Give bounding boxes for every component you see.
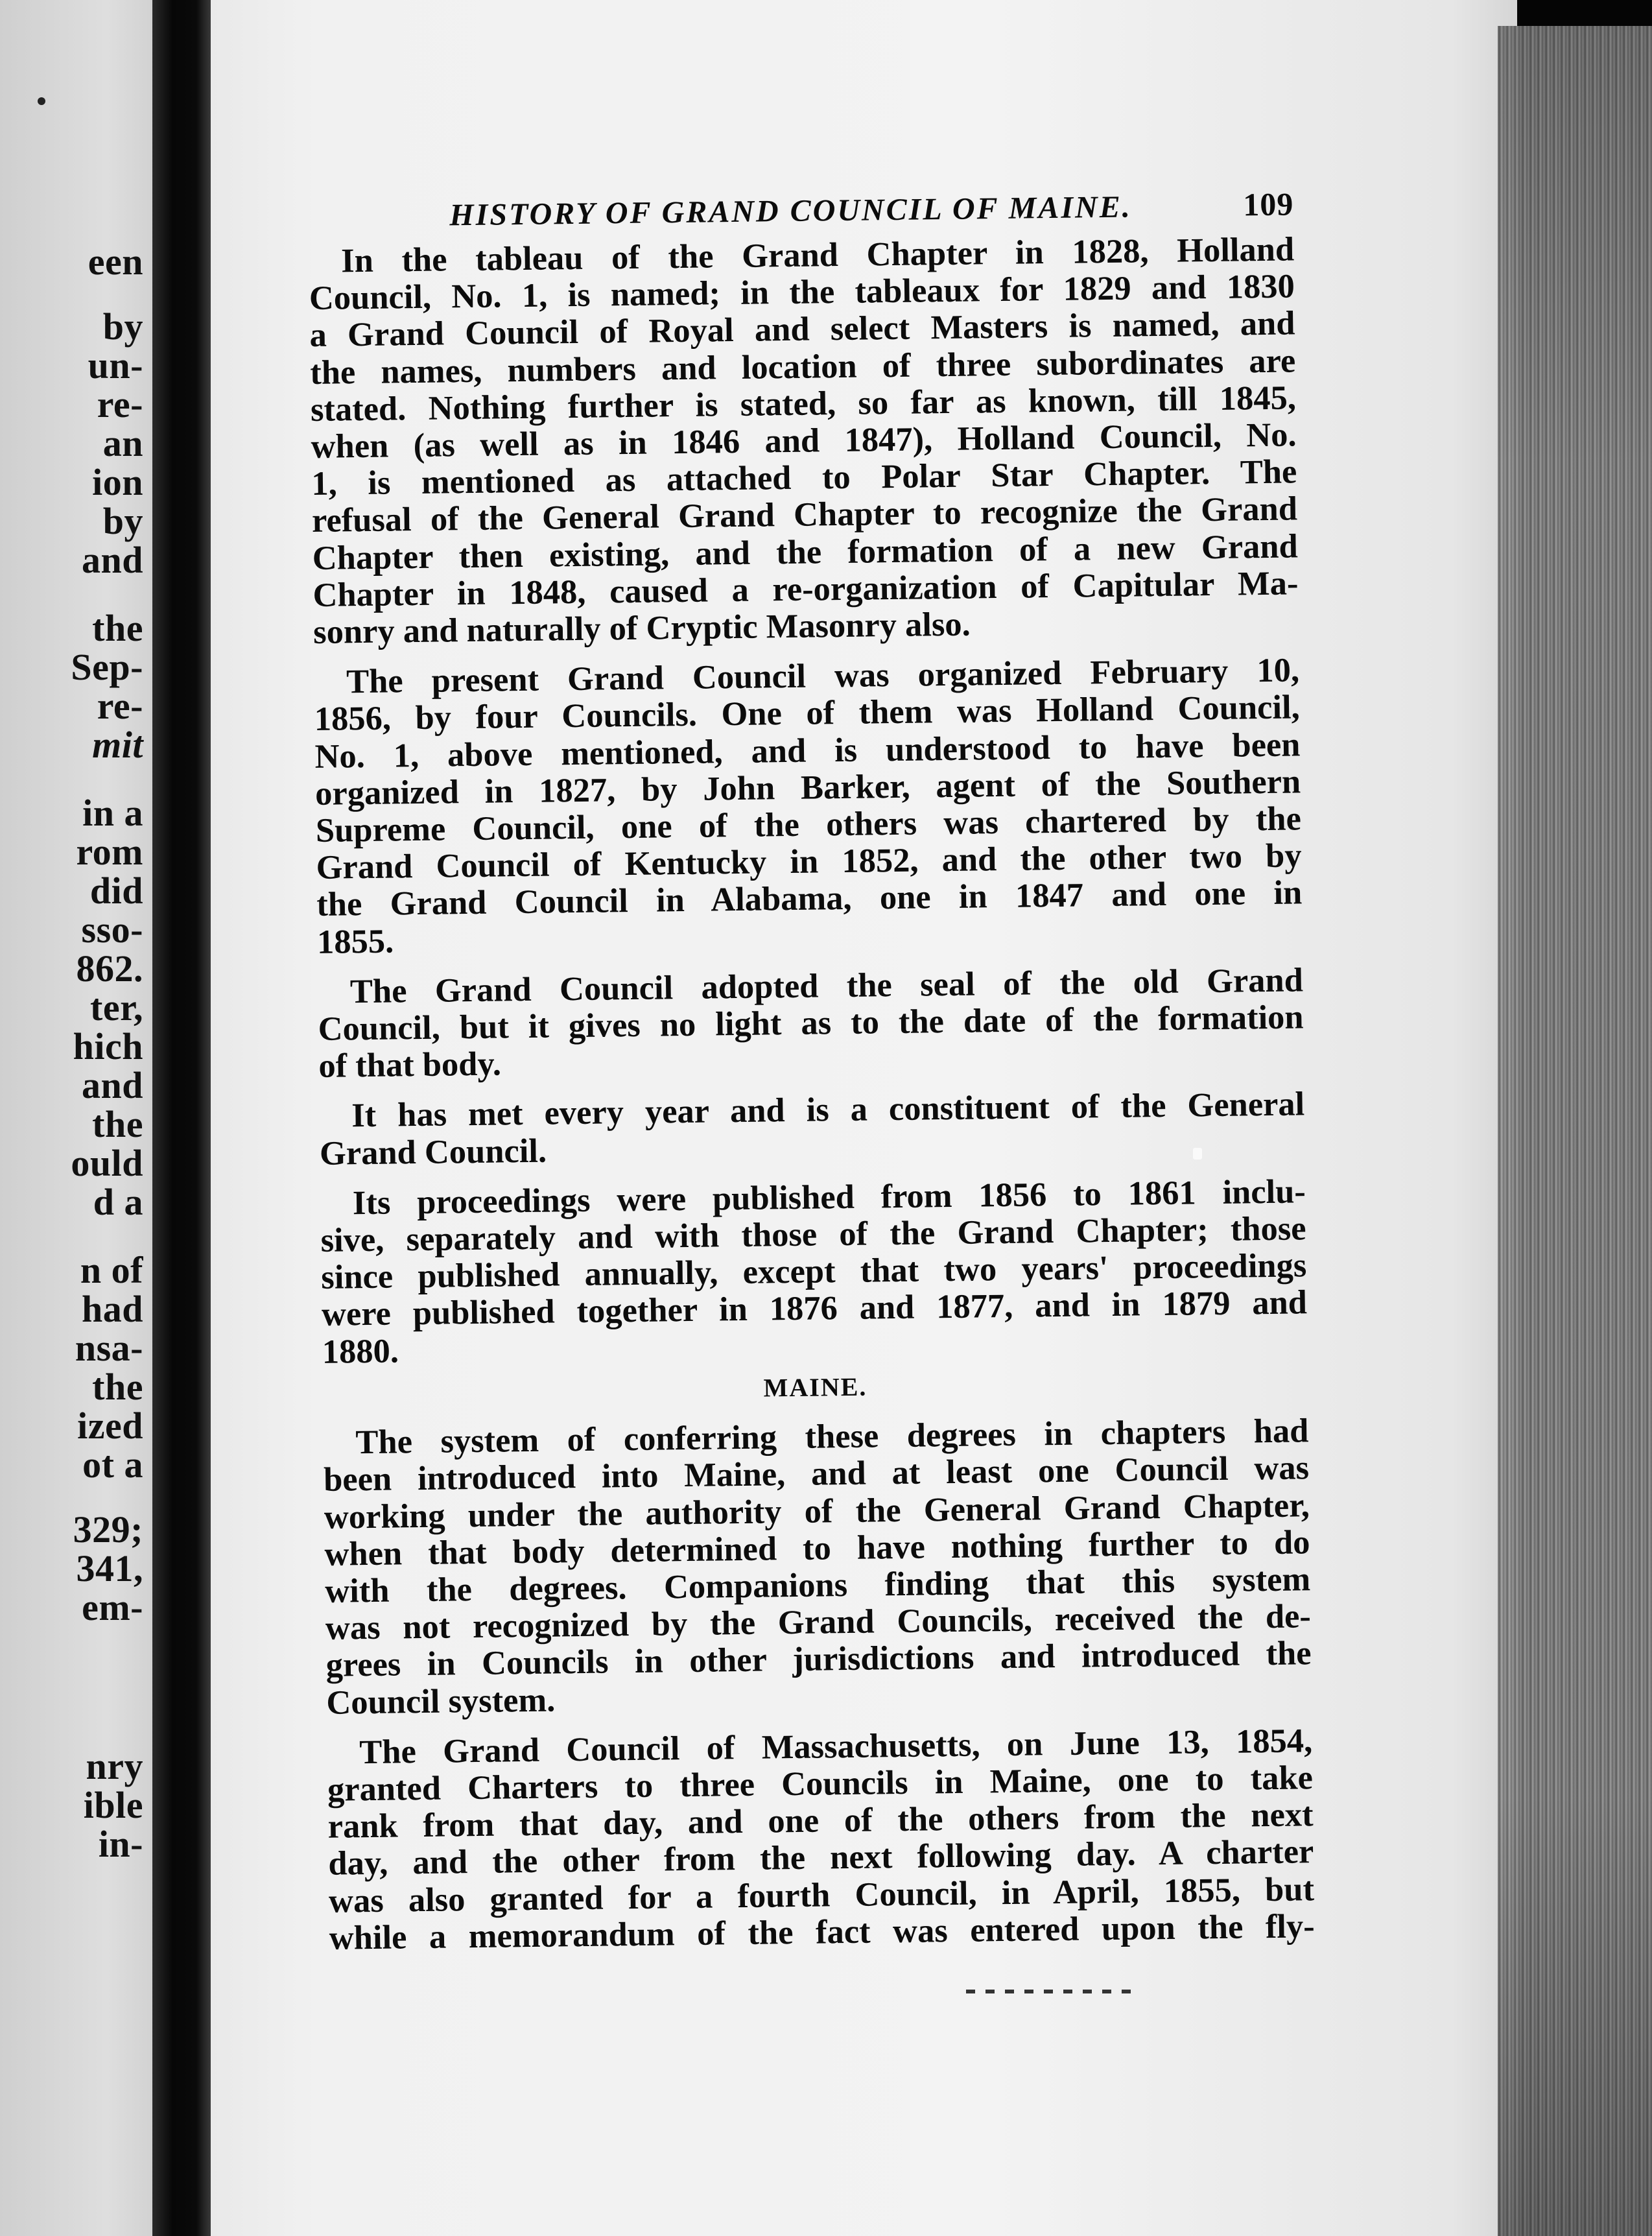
running-title: HISTORY OF GRAND COUNCIL OF MAINE. — [449, 189, 1133, 233]
text-line: Its proceedings were published from 1856 to 1861 inclu- — [352, 1172, 1306, 1222]
left-page-fragment: an — [102, 422, 143, 464]
text-line: 1856, by four Councils. One of them was Holland Council, — [314, 688, 1301, 739]
text-line: of that body. — [318, 1045, 502, 1086]
text-line: sive, separately and with those of the Grand Chapter; those — [320, 1209, 1306, 1259]
left-page-fragment: ter, — [90, 986, 143, 1029]
paragraph — [327, 1722, 1315, 1957]
text-line: when (as well as in 1846 and 1847), Holland Council, No. — [311, 416, 1297, 466]
text-line: since published annually, except that two years' proceedings — [320, 1246, 1307, 1297]
left-page-fragment: n of — [80, 1249, 143, 1291]
text-line: The Grand Council of Massachusetts, on June 13, 1854, — [359, 1721, 1313, 1771]
paragraph — [318, 962, 1304, 1085]
text-line: was not recognized by the Grand Councils, received the de- — [325, 1597, 1312, 1647]
left-page-fragment: mit — [92, 724, 143, 766]
left-page-fragment: re- — [97, 685, 143, 727]
section-heading: MAINE. — [763, 1372, 867, 1403]
text-line: with the degrees. Companions finding that this system — [324, 1560, 1311, 1610]
text-line: when that body determined to have nothing further to do — [324, 1523, 1310, 1573]
text-line: was also granted for a fourth Council, in April, 1855, but — [328, 1870, 1315, 1920]
text-line: Council, but it gives no light as to the date of the formation — [318, 998, 1304, 1048]
text-line: Supreme Council, one of the others was chartered by the — [315, 800, 1302, 850]
text-line: day, and the other from the next following day. A charter — [328, 1833, 1314, 1883]
text-line: Chapter then existing, and the formation of a new Grand — [312, 527, 1299, 577]
paper-speck — [1193, 1148, 1202, 1160]
left-page-fragment: nry — [86, 1745, 143, 1787]
text-line: Council system. — [325, 1681, 556, 1722]
ink-dot — [38, 97, 45, 105]
bottom-dash-mark — [966, 1990, 1141, 1993]
left-page-fragment: ould — [71, 1142, 143, 1184]
text-line: grees in Councils in other jurisdictions and introduced the — [325, 1634, 1312, 1685]
left-page-fragment: did — [89, 870, 143, 912]
text-line: organized in 1827, by John Barker, agent of the Southern — [314, 763, 1301, 813]
text-line: Grand Council. — [319, 1132, 547, 1172]
text-line: the names, numbers and location of three subordinates are — [309, 342, 1296, 392]
paragraph — [319, 1086, 1305, 1172]
left-page-fragment: sso- — [81, 909, 143, 951]
text-line: while a memorandum of the fact was entered upon the fly- — [329, 1907, 1316, 1957]
text-line: were published together in 1876 and 1877, and in 1879 and — [321, 1283, 1308, 1334]
left-page-fragment: had — [81, 1288, 143, 1330]
text-line: The present Grand Council was organized February 10, — [346, 651, 1300, 701]
left-page-fragment: the — [92, 1103, 143, 1145]
left-page-fragment: and — [81, 539, 143, 581]
text-line: granted Charters to three Councils in Maine, one to take — [327, 1759, 1314, 1809]
left-page-fragment: by — [102, 305, 143, 348]
left-page-fragment: d a — [93, 1181, 143, 1223]
text-line: In the tableau of the Grand Chapter in 1828, Holland — [340, 230, 1295, 280]
text-line: refusal of the General Grand Chapter to recognize the Grand — [311, 490, 1298, 540]
left-page-fragment: in- — [98, 1823, 143, 1865]
text-line: Grand Council of Kentucky in 1852, and the other two by — [316, 837, 1302, 887]
text-line: 1, is mentioned as attached to Polar Star Chapter. The — [311, 453, 1297, 503]
left-facing-page — [0, 0, 152, 2236]
text-line: been introduced into Maine, and at least one Council was — [323, 1449, 1310, 1499]
body-text-after-heading — [323, 1412, 1315, 1956]
left-page-fragment: by — [102, 500, 143, 542]
text-line: It has met every year and is a constituent of the General — [351, 1085, 1305, 1135]
left-page-fragment: rom — [76, 831, 143, 873]
paragraph — [309, 231, 1299, 651]
body-text-before-heading — [309, 231, 1308, 1370]
text-line: Council, No. 1, is named; in the tableaux for 1829 and 1830 — [309, 267, 1295, 318]
left-page-fragment: ized — [77, 1405, 143, 1447]
page-edges-shade — [1498, 26, 1652, 2236]
paragraph — [320, 1173, 1308, 1371]
text-line: working under the authority of the General Grand Chapter, — [324, 1486, 1310, 1536]
paragraph — [323, 1412, 1312, 1721]
left-page-fragment: ible — [83, 1784, 143, 1826]
left-page-fragment: the — [92, 607, 143, 649]
text-line: rank from that day, and one of the others from the next — [327, 1796, 1314, 1846]
left-page-fragment: nsa- — [75, 1327, 143, 1369]
text-line: sonry and naturally of Cryptic Masonry also. — [313, 605, 971, 651]
left-page-fragment: 341, — [76, 1547, 143, 1589]
left-page-fragment: re- — [97, 383, 143, 425]
text-line: the Grand Council in Alabama, one in 1847 and one in — [316, 874, 1303, 924]
text-line: No. 1, above mentioned, and is understood to have been — [314, 726, 1301, 776]
text-line: The system of conferring these degrees in chapters had — [355, 1412, 1309, 1462]
text-line: The Grand Council adopted the seal of the old Grand — [349, 961, 1304, 1011]
left-page-fragment: em- — [82, 1586, 143, 1628]
left-page-fragment: ion — [92, 461, 143, 503]
left-page-fragment: and — [81, 1064, 143, 1106]
page-text-block — [308, 185, 1315, 1956]
left-page-fragment: 862. — [76, 947, 143, 990]
left-page-fragment: Sep- — [71, 646, 143, 688]
text-line: 1855. — [316, 922, 394, 961]
left-page-fragment: hich — [73, 1025, 143, 1067]
book-gutter — [152, 0, 211, 2236]
text-line: Chapter in 1848, caused a re-organization of Capitular Ma- — [313, 564, 1299, 614]
paragraph — [314, 652, 1303, 961]
text-line: 1880. — [322, 1332, 399, 1371]
left-page-fragment: een — [88, 241, 143, 283]
text-line: a Grand Council of Royal and select Masters is named, and — [309, 304, 1295, 355]
text-line: stated. Nothing further is stated, so far as known, till 1845, — [310, 379, 1297, 429]
left-page-fragment: in a — [82, 792, 143, 834]
left-page-fragment: un- — [88, 344, 143, 387]
left-page-fragment: the — [92, 1366, 143, 1408]
left-page-fragment: ot a — [82, 1444, 143, 1486]
left-page-fragment: 329; — [73, 1508, 143, 1551]
page-number: 109 — [1242, 185, 1294, 223]
